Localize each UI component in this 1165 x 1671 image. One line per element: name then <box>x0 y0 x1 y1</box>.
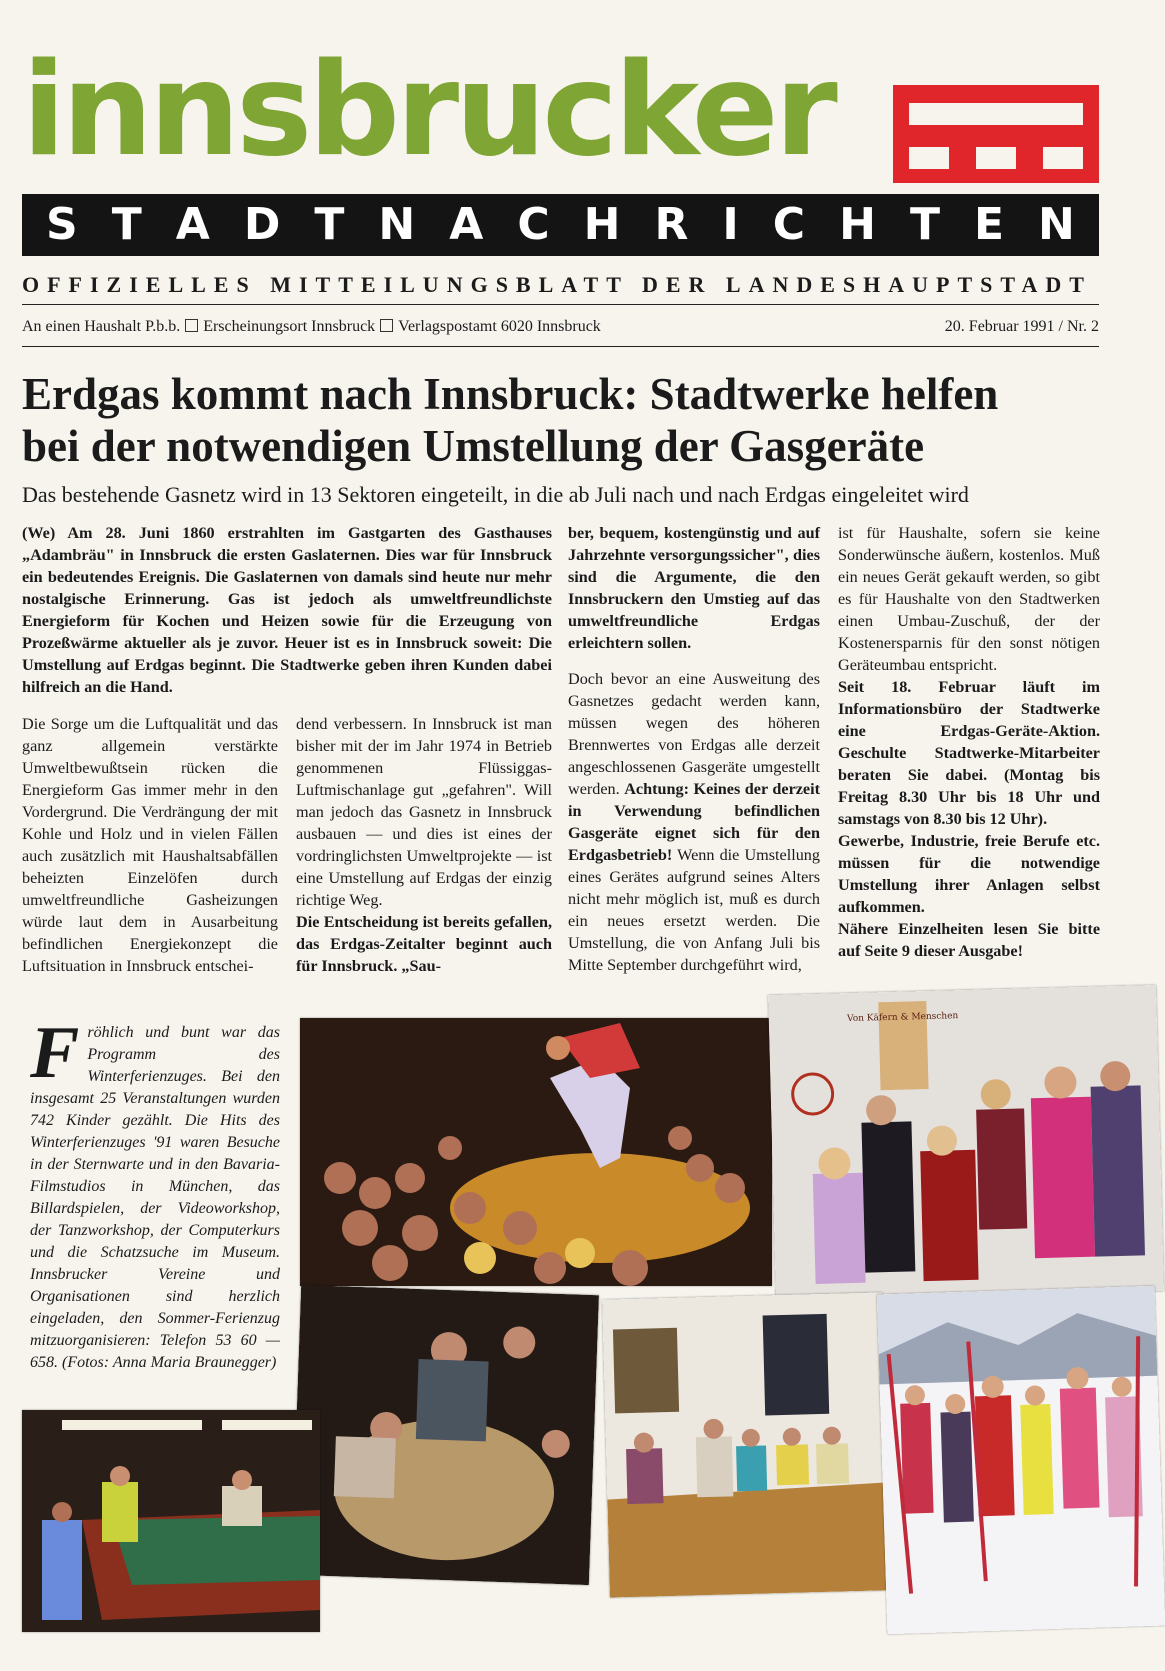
banner-letter: S <box>46 199 78 250</box>
meta-postal: An einen Haushalt P.b.b. <box>22 318 181 335</box>
paragraph <box>568 668 820 976</box>
paragraph-text: Wenn die Umstellung eines Gerätes aufgrund seines Alters nicht mehr möglich ist, muß es durch ein neues ersetzt werden. Die Umstellung, die von Anfang Juli bis Mitte September durchgeführt wird, <box>568 846 820 974</box>
banner-letter: E <box>973 199 1005 250</box>
photo-children-costumes <box>768 985 1164 1301</box>
dropcap: F <box>30 1012 80 1094</box>
paragraph-bold: Die Entscheidung ist bereits gefallen, das Erdgas-Zeitalter beginnt auch für Innsbruck. „Sau- <box>296 913 552 975</box>
article-column-2 <box>296 713 552 977</box>
square-bullet-icon <box>380 319 393 332</box>
banner-letter: H <box>583 199 621 250</box>
divider <box>22 346 1099 347</box>
banner-letter: A <box>175 199 210 250</box>
warning-text: Achtung: Keines der derzeit in Verwendung befindlichen Gasgeräte eignet sich für den Erdgasbetrieb! <box>568 780 821 864</box>
meta-postoffice: Verlagspostamt 6020 Innsbruck <box>398 318 601 335</box>
banner-letter: C <box>517 199 550 250</box>
paragraph: dend verbessern. In Innsbruck ist man bisher mit der im Jahr 1974 in Betrieb genommenen Flüssiggas-Luftmischanlage gut „gefahren". Will man jedoch das Gasnetz in Innsbruck ausbauen — und dies ist eines der vordringlichsten Umweltprojekte — ist eine Umstellung auf Erdgas der einzig richtige Weg. <box>296 715 552 909</box>
photo-sternwarte-children <box>291 1285 599 1585</box>
article-column-4 <box>838 522 1100 962</box>
headline-line-1: Erdgas kommt nach Innsbruck: Stadtwerke helfen <box>22 369 999 419</box>
banner-letter: R <box>654 199 689 250</box>
banner-letter: T <box>314 199 345 250</box>
photo-billiards <box>22 1410 320 1632</box>
poster-title: Von Käfern & Menschen <box>846 1011 959 1025</box>
banner-letter: I <box>722 199 739 250</box>
article-column-1: Die Sorge um die Luftqualität und das ganz allgemein verstärkte Umweltbewußtsein rücken die Energieform Gas immer mehr in den Vordergrund. Die Verdrängung der mit Kohle und Holz und in vielen Fällen auch zusätzlich mit Haushaltsabfällen beheizten Einzelöfen durch umweltfreundliche Gasheizungen würde laut dem in Ausarbeitung befindlichen Energiekonzept die Luftsituation in Innsbruck entschei- <box>22 715 278 975</box>
photo-museum-visit <box>602 1292 890 1597</box>
paragraph-text: Doch bevor an eine Ausweitung des Gasnetzes gedacht werden kann, müssen wegen des höheren Brennwertes von Erdgas alle derzeit angeschlossenen Gasgeräte umgestellt werden. <box>568 670 820 798</box>
caption-text: röhlich und bunt war das Programm des Winterferienzuges. Bei den insgesamt 25 Veranstaltungen wurden 742 Kinder gezählt. Die Hits des Winterferienzuges '91 waren Besuche in der Sternwarte und in den Bavaria-Filmstudios in München, das Billardspielen, der Videoworkshop, der Tanzworkshop, der Computerkurs und die Schatzsuche im Museum. Innsbrucker Vereine und Organisationen sind herzlich eingeladen, den Sommer-Ferienzug mitzuorganisieren: Telefon 53 60 — 658. (Fotos: Anna Maria Braunegger) <box>30 1024 280 1371</box>
divider <box>22 304 1099 305</box>
issue-date: 20. Februar 1991 / Nr. 2 <box>944 318 1099 335</box>
distribution-info <box>22 318 601 336</box>
city-crest-icon <box>893 85 1099 183</box>
headline <box>22 368 1099 472</box>
photo-caption <box>30 1012 280 1374</box>
article-column-3 <box>568 522 820 976</box>
banner-letter: N <box>1038 199 1075 250</box>
photo-clown-children <box>300 1018 772 1286</box>
meta-line <box>22 318 1099 336</box>
subheadline: Das bestehende Gasnetz wird in 13 Sektoren eingeteilt, in die ab Juli nach und nach Erdgas eingeleitet wird <box>22 482 969 507</box>
banner-letter: T <box>111 199 142 250</box>
headline-line-2: bei der notwendigen Umstellung der Gasgeräte <box>22 421 925 471</box>
banner-letter: N <box>378 199 416 250</box>
meta-place: Erscheinungsort Innsbruck <box>203 318 376 335</box>
paragraph: ist für Haushalte, sofern sie keine Sonderwünsche äußern, kostenlos. Muß ein neues Gerät gekauft werden, so gibt es für Haushalte von den Stadtwerken einen Umbau-Zuschuß, der der Kostenersparnis für den sonst nötigen Geräteumbau entspricht. <box>838 524 1100 674</box>
lead-paragraph: (We) Am 28. Juni 1860 erstrahlten im Gastgarten des Gasthauses „Adambräu" in Innsbruck die ersten Gaslaternen. Dies war für Innsbruck ein bedeutendes Ereignis. Die Gaslaternen von damals sind heute nur mehr nostalgische Erinnerung. Gas ist jedoch als umweltfreundlichste Energieform für Kochen und Heizen sowie für die Erzeugung von Prozeßwärme aktueller als je zuvor. Heuer ist es in Innsbruck soweit: Die Umstellung auf Erdgas beginnt. Die Stadtwerke geben ihren Kunden dabei hilfreich an die Hand. <box>22 524 552 696</box>
banner-letter: T <box>909 199 940 250</box>
stadtnachrichten-banner <box>22 194 1099 256</box>
banner-letter: A <box>449 199 484 250</box>
banner-letter: C <box>772 199 806 250</box>
paragraph-bold: Gewerbe, Industrie, freie Berufe etc. müssen für die notwendige Umstellung ihrer Anlagen selbst aufkommen. <box>838 832 1100 916</box>
official-subtitle: OFFIZIELLES MITTEILUNGSBLATT DER LANDESHAUPTSTADT <box>22 272 1092 297</box>
paragraph-bold: ber, bequem, kostengünstig und auf Jahrzehnte versorgungssicher", dies sind die Argumente, die den Innsbruckern den Umstieg auf das umweltfreundliche Erdgas erleichtern sollen. <box>568 524 820 652</box>
paragraph-bold: Nähere Einzelheiten lesen Sie bitte auf Seite 9 dieser Ausgabe! <box>838 920 1100 960</box>
paragraph-bold: Seit 18. Februar läuft im Informationsbüro der Stadtwerke eine Erdgas-Geräte-Aktion. Geschulte Stadtwerke-Mitarbeiter beraten Sie dabei. (Montag bis Freitag 8.30 Uhr bis 18 Uhr und samstags von 8.30 bis 12 Uhr). <box>838 678 1100 828</box>
masthead-logo: innsbrucker <box>22 36 834 185</box>
photo-ski-children <box>877 1286 1165 1635</box>
banner-letter: D <box>243 199 281 250</box>
square-bullet-icon <box>185 319 198 332</box>
banner-letter: H <box>839 199 876 250</box>
